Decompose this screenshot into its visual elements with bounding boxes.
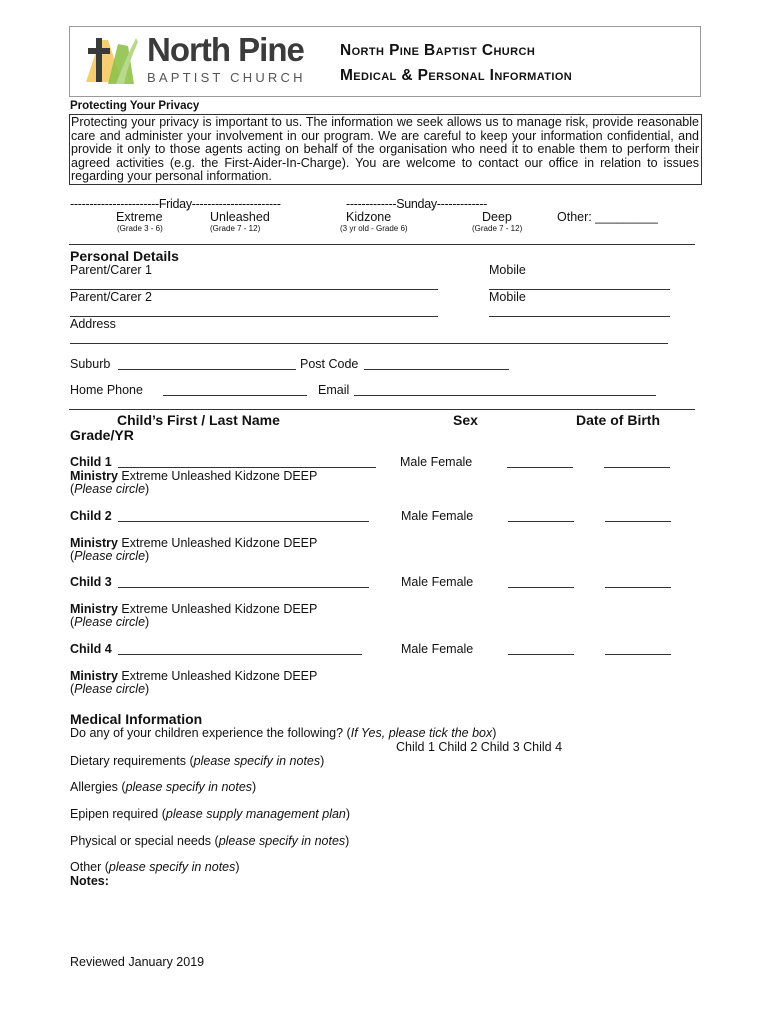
child3-label: Child 3 <box>70 575 112 589</box>
child2-dob-line[interactable] <box>508 521 574 522</box>
program-kidzone-grade: (3 yr old - Grade 6) <box>340 224 408 233</box>
mobile2-label: Mobile <box>489 290 526 304</box>
home-phone-label: Home Phone <box>70 383 143 397</box>
postcode-label: Post Code <box>300 357 359 371</box>
church-logo-icon <box>78 32 138 92</box>
privacy-heading: Protecting Your Privacy <box>70 100 200 112</box>
medical-item-dietary: Dietary requirements (please specify in notes) <box>70 754 325 768</box>
divider <box>69 409 695 410</box>
ministry-label: Ministry <box>70 669 118 683</box>
parent2-label: Parent/Carer 2 <box>70 290 152 304</box>
child4-sex-options[interactable]: Male Female <box>401 642 474 656</box>
suburb-input-line[interactable] <box>118 369 296 370</box>
notes-label: Notes: <box>70 874 109 888</box>
reviewed-date: Reviewed January 2019 <box>70 955 205 969</box>
medical-question: Do any of your children experience the following? (If Yes, please tick the box) <box>70 726 497 740</box>
child2-sex-options[interactable]: Male Female <box>401 509 474 523</box>
email-label: Email <box>318 383 350 397</box>
program-deep-grade: (Grade 7 - 12) <box>472 224 523 233</box>
logo-name: North Pine <box>147 31 304 68</box>
child1-dob-line[interactable] <box>507 467 573 468</box>
program-extreme-grade: (Grade 3 - 6) <box>117 224 163 233</box>
circle-note: (Please circle) <box>70 549 150 563</box>
suburb-label: Suburb <box>70 357 111 371</box>
divider <box>69 244 695 245</box>
grade-col-header: Grade/YR <box>70 427 134 443</box>
medical-child-columns: Child 1 Child 2 Child 3 Child 4 <box>396 740 563 754</box>
child4-grade-line[interactable] <box>605 654 671 655</box>
personal-details-heading: Personal Details <box>70 248 179 264</box>
program-unleashed: Unleashed <box>210 210 270 224</box>
child3-dob-line[interactable] <box>508 587 574 588</box>
child2-name-input-line[interactable] <box>118 521 369 522</box>
logo-subtitle: BAPTIST CHURCH <box>147 70 306 85</box>
circle-note: (Please circle) <box>70 615 150 629</box>
circle-note: (Please circle) <box>70 682 150 696</box>
child3-grade-line[interactable] <box>605 587 671 588</box>
child3-ministry-options[interactable]: Extreme Unleashed Kidzone DEEP <box>121 602 318 616</box>
child1-name-input-line[interactable] <box>118 467 376 468</box>
email-input-line[interactable] <box>354 395 656 396</box>
mobile1-label: Mobile <box>489 263 526 277</box>
sunday-label: -------------Sunday------------- <box>346 197 488 211</box>
ministry-label: Ministry <box>70 469 118 483</box>
form-title-church: North Pine Baptist Church <box>340 42 536 59</box>
program-kidzone: Kidzone <box>346 210 392 224</box>
medical-item-epipen: Epipen required (please supply management plan) <box>70 807 351 821</box>
medical-item-physical: Physical or special needs (please specify in notes) <box>70 834 350 848</box>
child2-ministry-options[interactable]: Extreme Unleashed Kidzone DEEP <box>121 536 318 550</box>
program-unleashed-grade: (Grade 7 - 12) <box>210 224 261 233</box>
postcode-input-line[interactable] <box>364 369 509 370</box>
child4-label: Child 4 <box>70 642 112 656</box>
child2-grade-line[interactable] <box>605 521 671 522</box>
medical-item-other: Other (please specify in notes) <box>70 860 240 874</box>
privacy-text: Protecting your privacy is important to us. The information we seek allows us to manage risk, provide reasonable care and administer your involvement in our program. We are careful to keep your information confidential, and provide it only to those agents acting on behalf of the organisation who need it to enable them to perform their agreed activities (e.g. the First-Aider-In-Charge). You are welcome to contact our office in relation to issues regarding your personal information. <box>69 114 702 185</box>
child1-ministry-options[interactable]: Extreme Unleashed Kidzone DEEP <box>121 469 318 483</box>
child1-grade-line[interactable] <box>604 467 670 468</box>
child1-label: Child 1 <box>70 455 112 469</box>
program-other-field[interactable]: Other: _________ <box>557 210 658 224</box>
parent1-label: Parent/Carer 1 <box>70 263 152 277</box>
medical-heading: Medical Information <box>70 711 203 727</box>
child4-dob-line[interactable] <box>508 654 574 655</box>
medical-item-allergies: Allergies (please specify in notes) <box>70 780 257 794</box>
circle-note: (Please circle) <box>70 482 150 496</box>
program-extreme: Extreme <box>116 210 163 224</box>
ministry-label: Ministry <box>70 602 118 616</box>
sex-col-header: Sex <box>453 412 478 428</box>
address-label: Address <box>70 317 116 331</box>
dob-col-header: Date of Birth <box>576 412 660 428</box>
friday-label: -----------------------Friday----------------------- <box>70 197 281 211</box>
home-phone-input-line[interactable] <box>163 395 307 396</box>
child2-label: Child 2 <box>70 509 112 523</box>
program-deep: Deep <box>482 210 512 224</box>
child3-sex-options[interactable]: Male Female <box>401 575 474 589</box>
form-title-medical: Medical & Personal Information <box>340 67 573 84</box>
child4-ministry-options[interactable]: Extreme Unleashed Kidzone DEEP <box>121 669 318 683</box>
child4-name-input-line[interactable] <box>118 654 362 655</box>
address-input-line[interactable] <box>70 343 668 344</box>
ministry-label: Ministry <box>70 536 118 550</box>
child1-sex-options[interactable]: Male Female <box>400 455 473 469</box>
child-name-col-header: Child’s First / Last Name <box>117 412 280 428</box>
mobile2-input-line[interactable] <box>489 316 670 317</box>
parent2-input-line[interactable] <box>70 316 438 317</box>
child3-name-input-line[interactable] <box>118 587 369 588</box>
